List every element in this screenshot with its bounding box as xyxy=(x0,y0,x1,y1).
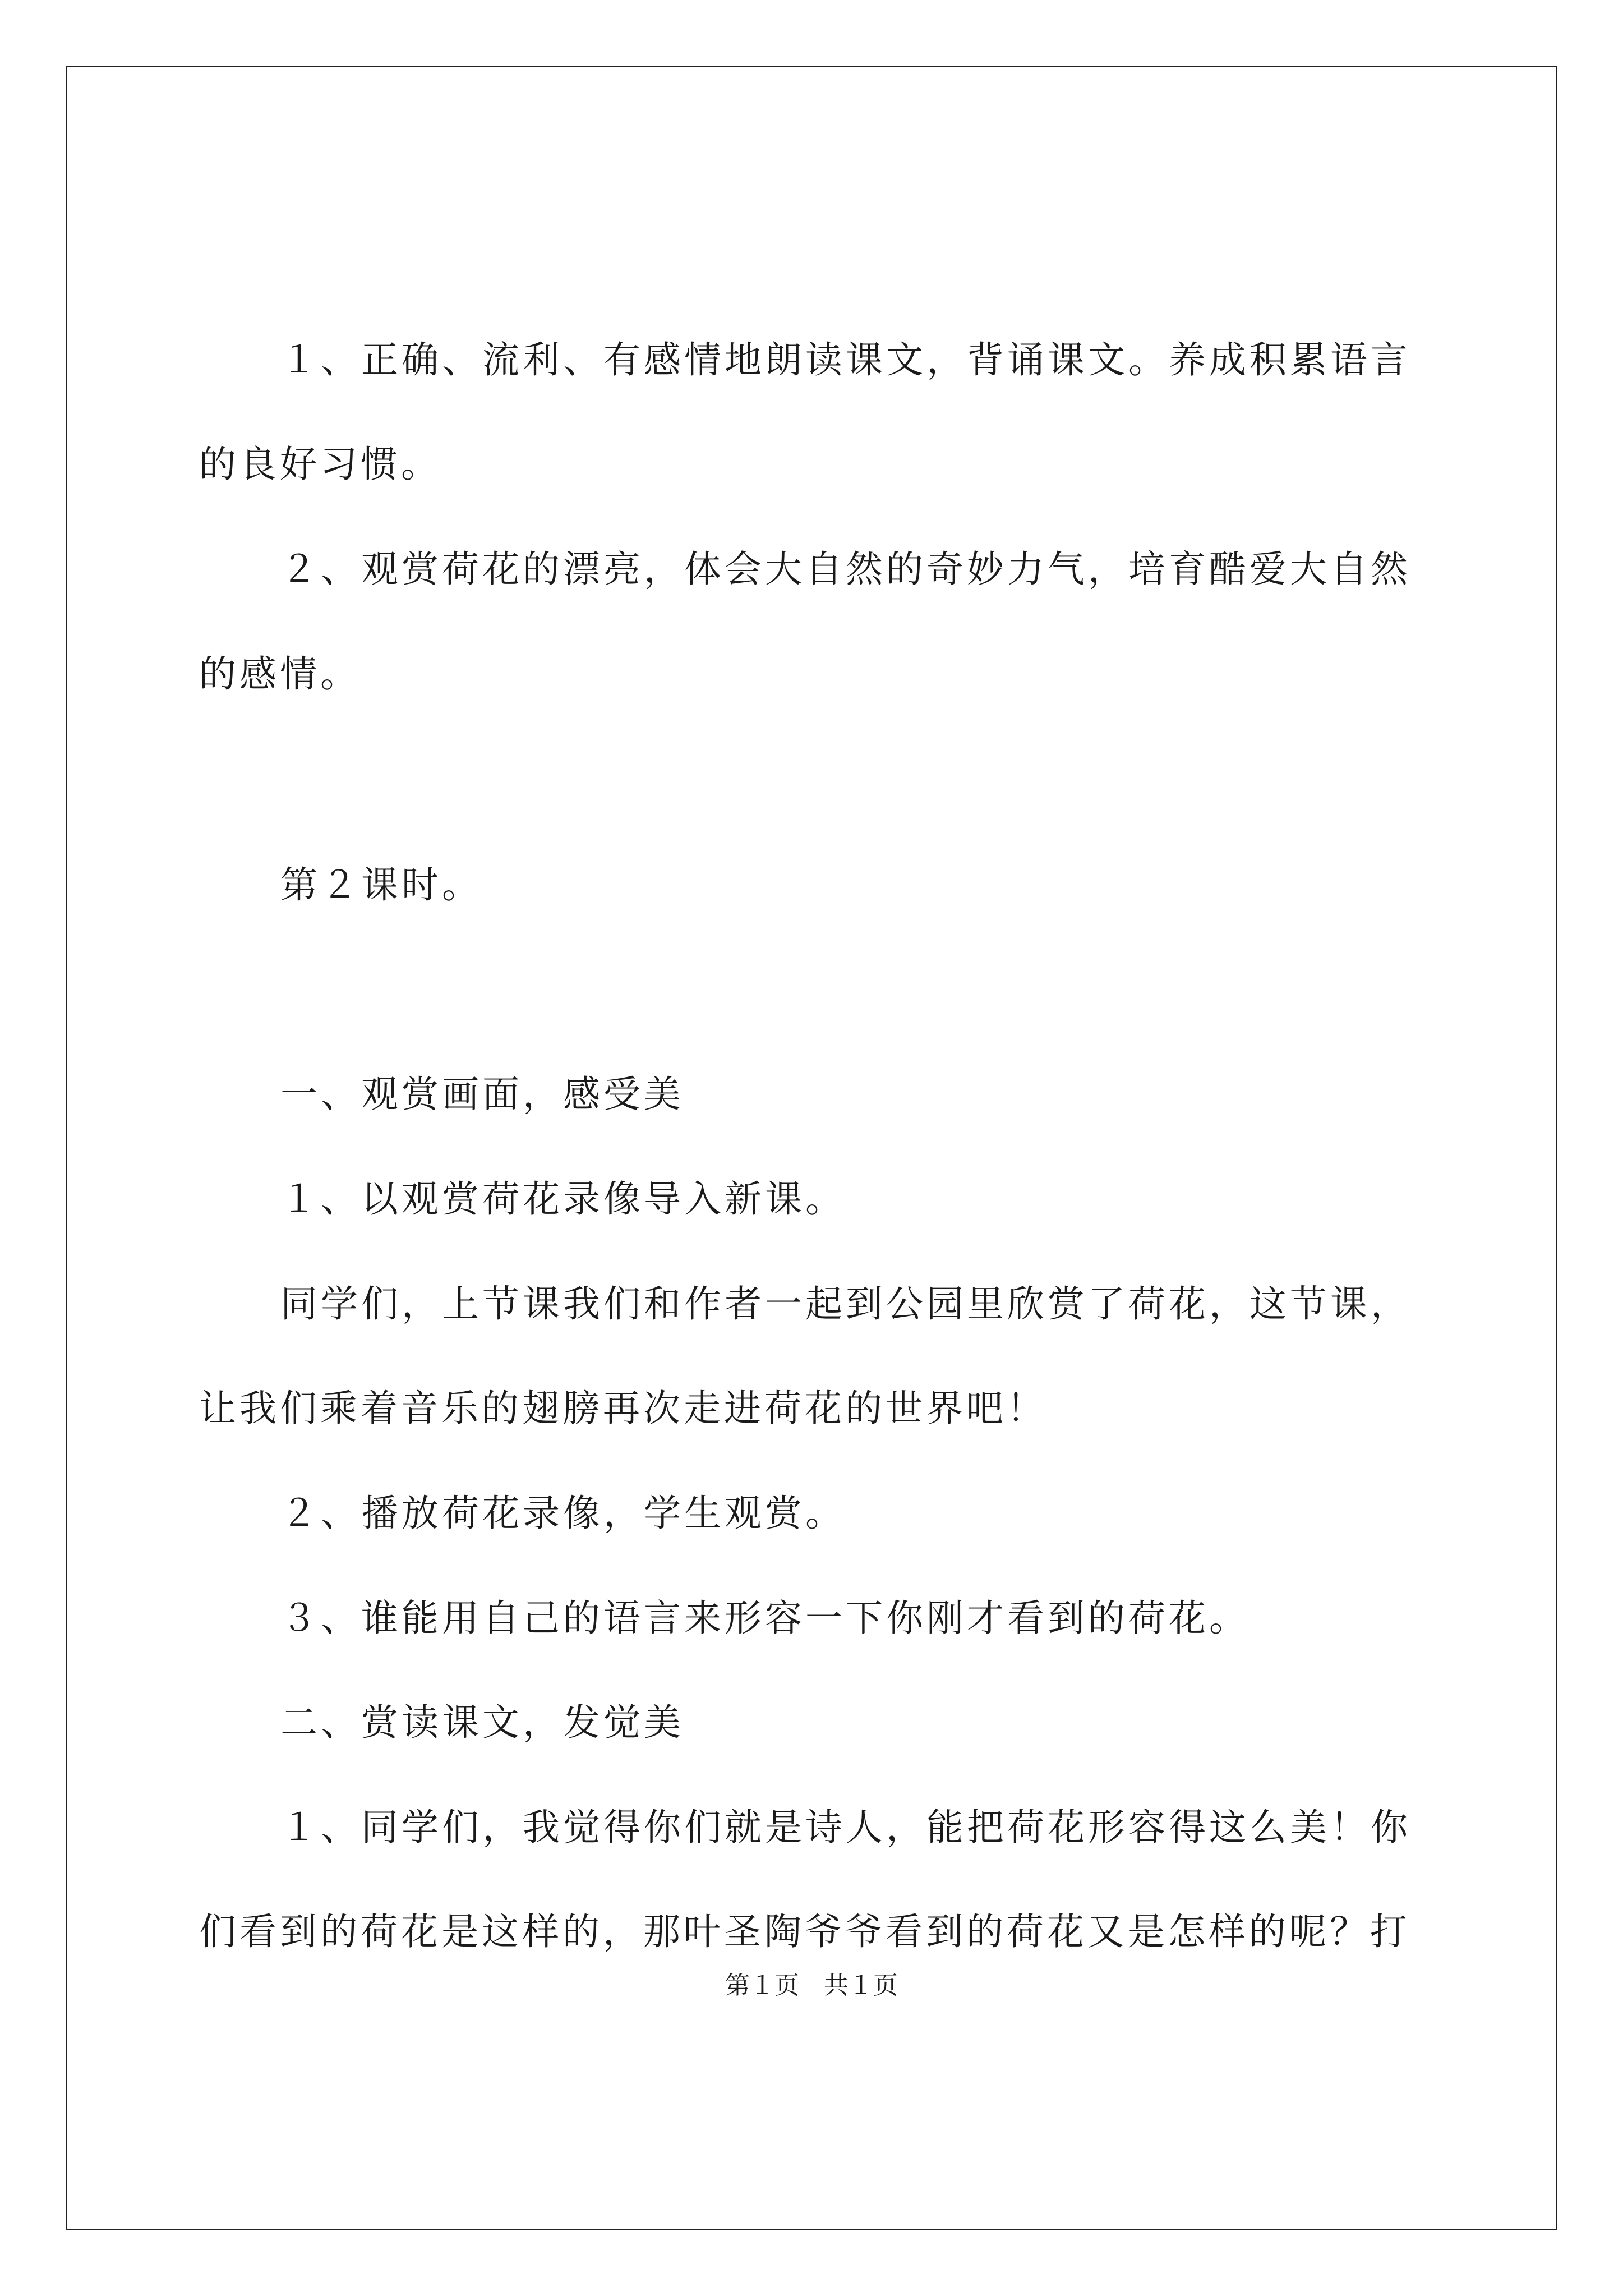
paragraph-line: 们看到的荷花是这样的，那叶圣陶爷爷看到的荷花又是怎样的呢？打 xyxy=(199,1910,1410,1953)
page-border xyxy=(66,66,1557,2230)
lesson-heading: 第２课时。 xyxy=(280,863,482,907)
paragraph-line: ２、播放荷花录像，学生观赏。 xyxy=(280,1492,846,1535)
paragraph-line: 让我们乘着音乐的翅膀再次走进荷花的世界吧！ xyxy=(199,1387,1047,1430)
paragraph-line: １、同学们，我觉得你们就是诗人，能把荷花形容得这么美！你 xyxy=(280,1806,1411,1849)
paragraph-line: １、正确、流利、有感情地朗读课文，背诵课文。养成积累语言 xyxy=(280,338,1411,381)
page-number: 第１页 共１页 xyxy=(725,1971,898,2000)
paragraph-line: 的感情。 xyxy=(199,652,361,696)
paragraph-line: 的良好习惯。 xyxy=(199,443,441,486)
section-heading: 二、赏读课文，发觉美 xyxy=(280,1701,684,1744)
paragraph-line: ３、谁能用自己的语言来形容一下你刚才看到的荷花。 xyxy=(280,1596,1249,1640)
paragraph-line: 同学们，上节课我们和作者一起到公园里欣赏了荷花，这节课， xyxy=(280,1282,1411,1326)
paragraph-line: １、以观赏荷花录像导入新课。 xyxy=(280,1177,846,1221)
section-heading: 一、观赏画面，感受美 xyxy=(280,1073,684,1116)
paragraph-line: ２、观赏荷花的漂亮，体会大自然的奇妙力气，培育酷爱大自然 xyxy=(280,547,1411,591)
